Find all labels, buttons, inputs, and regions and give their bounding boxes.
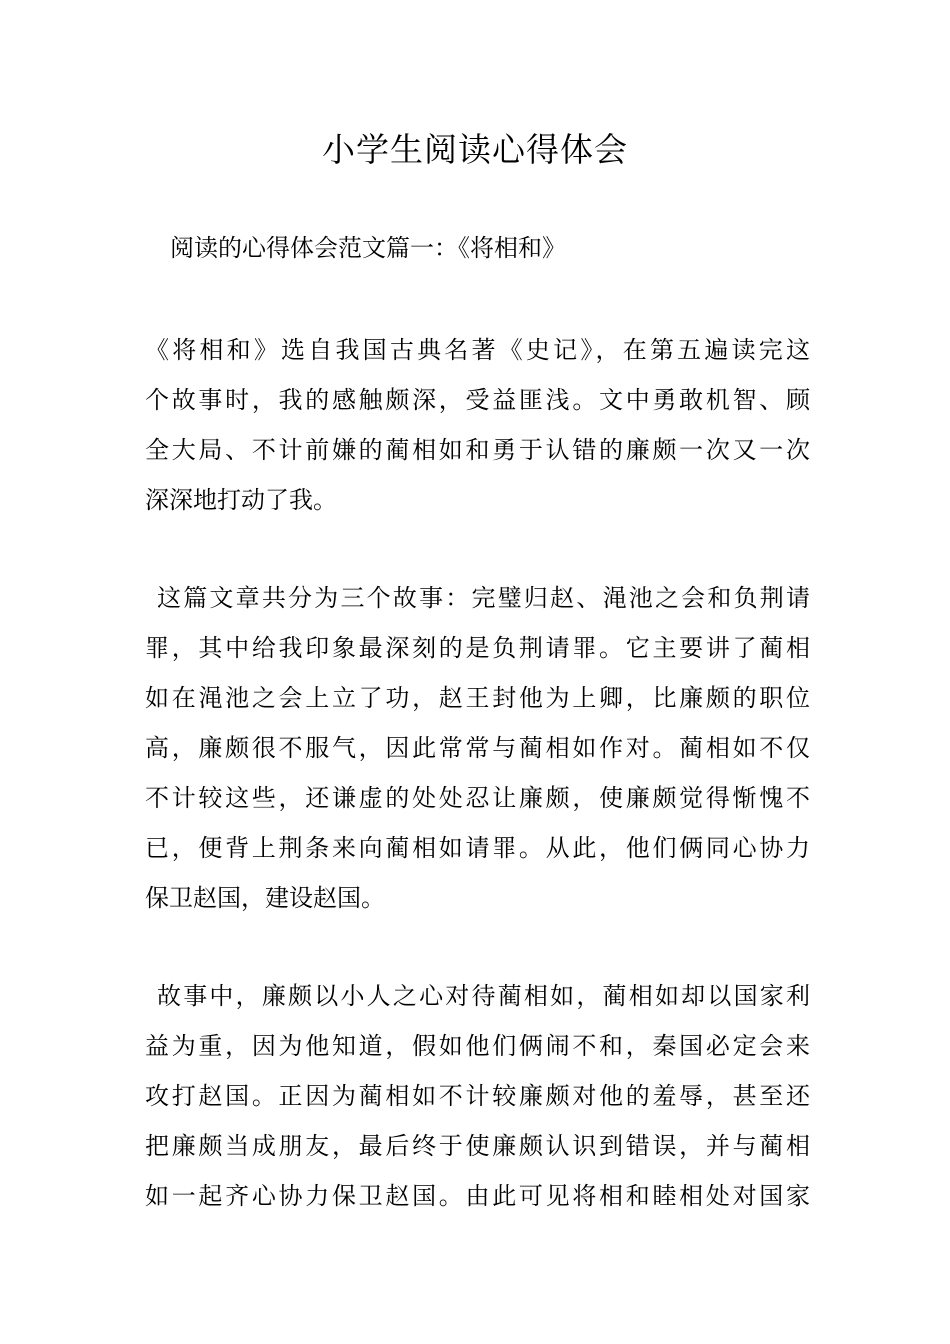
paragraph-1	[145, 325, 810, 525]
paragraph-line: 这篇文章共分为三个故事：完璧归赵、渑池之会和负荆请	[157, 584, 810, 612]
paragraph-2	[145, 573, 810, 923]
paragraph-line: 罪，其中给我印象最深刻的是负荆请罪。它主要讲了蔺相	[145, 634, 810, 662]
paragraph-line: 把廉颇当成朋友，最后终于使廉颇认识到错误，并与蔺相	[145, 1132, 810, 1160]
document-title: 小学生阅读心得体会	[322, 130, 628, 169]
paragraph-line: 已，便背上荆条来向蔺相如请罪。从此，他们俩同心协力	[145, 834, 810, 862]
paragraph-line: 个故事时，我的感触颇深，受益匪浅。文中勇敢机智、顾	[145, 386, 810, 414]
paragraph-line: 保卫赵国，建设赵国。	[145, 884, 385, 912]
paragraph-line: 如一起齐心协力保卫赵国。由此可见将相和睦相处对国家	[145, 1182, 810, 1210]
paragraph-line: 高，廉颇很不服气，因此常常与蔺相如作对。蔺相如不仅	[145, 734, 810, 762]
paragraph-line: 益为重，因为他知道，假如他们俩闹不和，秦国必定会来	[145, 1032, 810, 1060]
paragraph-line: 故事中，廉颇以小人之心对待蔺相如，蔺相如却以国家利	[157, 982, 810, 1010]
document-subtitle: 阅读的心得体会范文篇一：《将相和》	[170, 234, 566, 262]
paragraph-line: 如在渑池之会上立了功，赵王封他为上卿，比廉颇的职位	[145, 684, 810, 712]
paragraph-line: 不计较这些，还谦虚的处处忍让廉颇，使廉颇觉得惭愧不	[145, 784, 810, 812]
paragraph-line: 深深地打动了我。	[145, 486, 337, 514]
paragraph-3	[145, 971, 810, 1221]
paragraph-line: 《将相和》选自我国古典名著《史记》，在第五遍读完这	[145, 336, 810, 364]
paragraph-line: 全大局、不计前嫌的蔺相如和勇于认错的廉颇一次又一次	[145, 436, 810, 464]
paragraph-line: 攻打赵国。正因为蔺相如不计较廉颇对他的羞辱，甚至还	[145, 1082, 810, 1110]
